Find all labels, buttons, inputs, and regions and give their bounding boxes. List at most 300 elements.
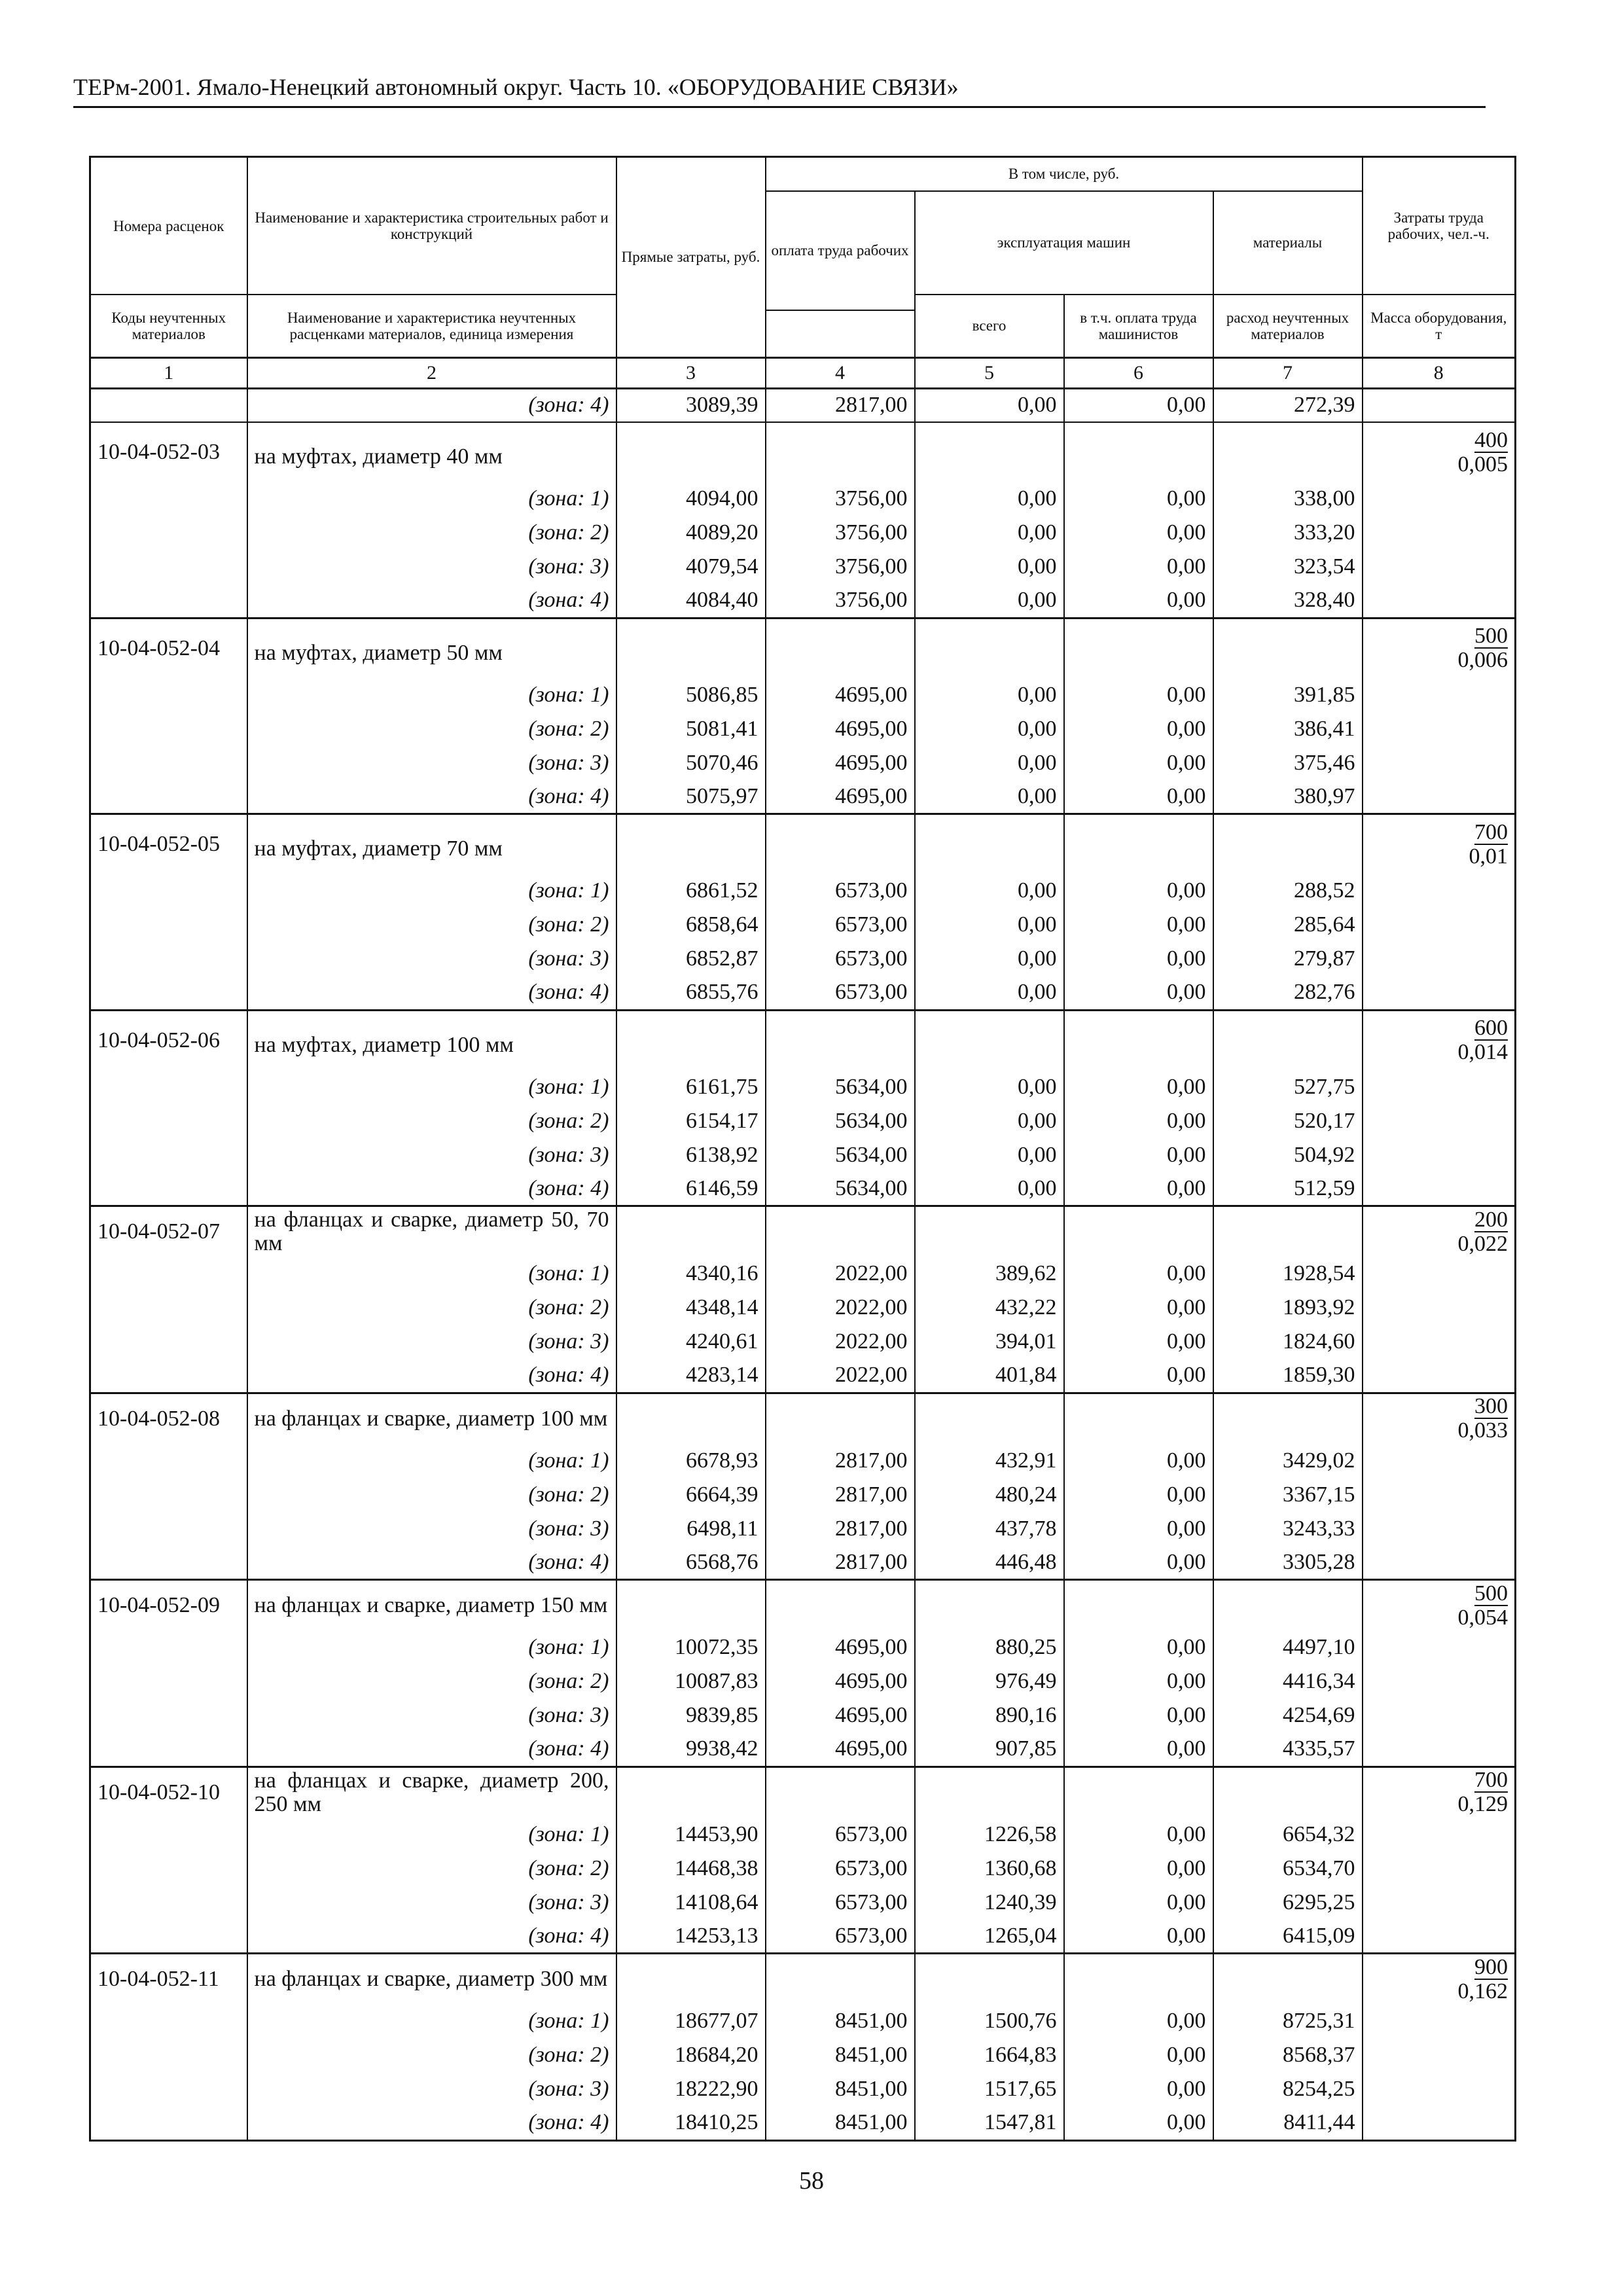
value-cell: 3305,28: [1213, 1546, 1363, 1580]
column-number: 8: [1363, 357, 1516, 388]
empty-cell: [1363, 1104, 1516, 1138]
value-cell: 8411,44: [1213, 2106, 1363, 2140]
value-cell: 0,00: [1064, 1698, 1213, 1732]
value-cell: 6154,17: [616, 1104, 766, 1138]
empty-cell: [766, 814, 915, 874]
labor-hours: 400: [1474, 427, 1508, 452]
value-cell: 0,00: [1064, 1070, 1213, 1104]
empty-cell: [766, 1580, 915, 1631]
labor-mass-fraction: [1363, 422, 1516, 482]
zone-row: [90, 1546, 1516, 1580]
zone-row: [90, 482, 1516, 516]
rate-name: на фланцах и сварке, диаметр 200, 250 мм: [247, 1767, 616, 1818]
empty-cell: [1363, 1630, 1516, 1664]
zone-label: (зона: 1): [247, 678, 616, 712]
empty-cell: [1213, 1010, 1363, 1070]
value-cell: 10072,35: [616, 1630, 766, 1664]
equipment-mass: 0,054: [1457, 1605, 1508, 1630]
empty-cell: [915, 422, 1064, 482]
empty-cell: [766, 1206, 915, 1257]
value-cell: 6138,92: [616, 1138, 766, 1172]
value-cell: 0,00: [1064, 976, 1213, 1010]
value-cell: 6573,00: [766, 1920, 915, 1954]
empty-cell: [1363, 2106, 1516, 2140]
labor-mass-fraction: [1363, 1010, 1516, 1070]
value-cell: 446,48: [915, 1546, 1064, 1580]
zone-row: [90, 584, 1516, 618]
empty-cell: [766, 1393, 915, 1444]
zone-label: (зона: 3): [247, 2072, 616, 2106]
empty-cell: [90, 908, 247, 942]
value-cell: 6573,00: [766, 1886, 915, 1920]
value-cell: 386,41: [1213, 712, 1363, 746]
zone-row: [90, 678, 1516, 712]
value-cell: 0,00: [1064, 550, 1213, 584]
value-cell: 4340,16: [616, 1257, 766, 1291]
empty-cell: [1363, 2072, 1516, 2106]
value-cell: 527,75: [1213, 1070, 1363, 1104]
empty-cell: [616, 422, 766, 482]
value-cell: 3756,00: [766, 516, 915, 550]
labor-mass-fraction: [1363, 814, 1516, 874]
value-cell: 4695,00: [766, 780, 915, 814]
value-cell: 0,00: [1064, 388, 1213, 422]
empty-cell: [766, 1954, 915, 2005]
rate-name: на муфтах, диаметр 100 мм: [247, 1010, 616, 1070]
zone-row: [90, 1104, 1516, 1138]
value-cell: 0,00: [1064, 874, 1213, 908]
value-cell: 2022,00: [766, 1291, 915, 1325]
labor-mass-fraction: [1363, 1393, 1516, 1444]
empty-cell: [1363, 1291, 1516, 1325]
rate-code: 10-04-052-09: [90, 1580, 247, 1631]
zone-label: (зона: 2): [247, 2038, 616, 2072]
empty-cell: [90, 942, 247, 976]
empty-cell: [90, 388, 247, 422]
empty-cell: [915, 618, 1064, 678]
empty-cell: [1064, 1010, 1213, 1070]
value-cell: 0,00: [1064, 1291, 1213, 1325]
rate-code: 10-04-052-10: [90, 1767, 247, 1818]
value-cell: 0,00: [1064, 2106, 1213, 2140]
value-cell: 1517,65: [915, 2072, 1064, 2106]
column-number: 2: [247, 357, 616, 388]
empty-cell: [1213, 1954, 1363, 2005]
zone-row: [90, 1257, 1516, 1291]
zone-label: (зона: 2): [247, 1291, 616, 1325]
value-cell: 4695,00: [766, 678, 915, 712]
value-cell: 0,00: [915, 1138, 1064, 1172]
empty-cell: [915, 1954, 1064, 2005]
value-cell: 0,00: [1064, 482, 1213, 516]
value-cell: 0,00: [915, 874, 1064, 908]
zone-row: [90, 746, 1516, 780]
value-cell: 9839,85: [616, 1698, 766, 1732]
header-labor-costs: Затраты труда рабочих, чел.-ч.: [1363, 157, 1516, 295]
value-cell: 5086,85: [616, 678, 766, 712]
empty-cell: [1363, 1664, 1516, 1698]
empty-cell: [90, 1325, 247, 1359]
zone-row: [90, 2072, 1516, 2106]
equipment-mass: 0,005: [1457, 452, 1508, 476]
value-cell: 0,00: [1064, 1104, 1213, 1138]
value-cell: 6573,00: [766, 1818, 915, 1852]
value-cell: 0,00: [915, 1172, 1064, 1206]
empty-cell: [90, 1732, 247, 1767]
rate-name: на муфтах, диаметр 50 мм: [247, 618, 616, 678]
empty-cell: [1213, 1393, 1363, 1444]
zone-row: [90, 1818, 1516, 1852]
zone-label: (зона: 4): [247, 1172, 616, 1206]
empty-cell: [616, 1010, 766, 1070]
empty-cell: [90, 1512, 247, 1546]
equipment-mass: 0,006: [1457, 648, 1508, 672]
value-cell: 890,16: [915, 1698, 1064, 1732]
value-cell: 0,00: [1064, 516, 1213, 550]
empty-cell: [1363, 1698, 1516, 1732]
value-cell: 4695,00: [766, 1664, 915, 1698]
value-cell: 0,00: [915, 584, 1064, 618]
value-cell: 6146,59: [616, 1172, 766, 1206]
value-cell: 6295,25: [1213, 1886, 1363, 1920]
header-machines-total: всего: [915, 295, 1064, 357]
header-work-name: Наименование и характеристика строительных работ и конструкций: [247, 157, 616, 295]
equipment-mass: 0,014: [1457, 1040, 1508, 1064]
empty-cell: [90, 2038, 247, 2072]
zone-row: [90, 1630, 1516, 1664]
value-cell: 6534,70: [1213, 1852, 1363, 1886]
zone-label: (зона: 1): [247, 482, 616, 516]
value-cell: 0,00: [1064, 1512, 1213, 1546]
value-cell: 14468,38: [616, 1852, 766, 1886]
empty-cell: [1363, 584, 1516, 618]
value-cell: 6573,00: [766, 1852, 915, 1886]
empty-cell: [1363, 1138, 1516, 1172]
empty-cell: [1363, 1920, 1516, 1954]
empty-cell: [90, 1818, 247, 1852]
value-cell: 4079,54: [616, 550, 766, 584]
empty-cell: [766, 422, 915, 482]
value-cell: 6573,00: [766, 874, 915, 908]
empty-cell: [616, 814, 766, 874]
value-cell: 0,00: [915, 482, 1064, 516]
value-cell: 520,17: [1213, 1104, 1363, 1138]
value-cell: 4335,57: [1213, 1732, 1363, 1767]
empty-cell: [1064, 1393, 1213, 1444]
empty-cell: [90, 1070, 247, 1104]
empty-cell: [1363, 1818, 1516, 1852]
value-cell: 391,85: [1213, 678, 1363, 712]
value-cell: 0,00: [915, 908, 1064, 942]
value-cell: 18222,90: [616, 2072, 766, 2106]
zone-label: (зона: 2): [247, 712, 616, 746]
empty-cell: [1363, 712, 1516, 746]
empty-cell: [90, 516, 247, 550]
header-operator-pay: в т.ч. оплата труда машинистов: [1064, 295, 1213, 357]
value-cell: 0,00: [915, 780, 1064, 814]
value-cell: 0,00: [1064, 584, 1213, 618]
zone-row: [90, 1138, 1516, 1172]
empty-cell: [1064, 422, 1213, 482]
zone-row: [90, 1478, 1516, 1512]
empty-cell: [1064, 1767, 1213, 1818]
value-cell: 389,62: [915, 1257, 1064, 1291]
value-cell: 504,92: [1213, 1138, 1363, 1172]
empty-cell: [90, 1664, 247, 1698]
header-material-name: Наименование и характеристика неучтенных расценками материалов, единица измерения: [247, 295, 616, 357]
value-cell: 437,78: [915, 1512, 1064, 1546]
zone-label: (зона: 2): [247, 1104, 616, 1138]
value-cell: 3756,00: [766, 482, 915, 516]
zone-label: (зона: 4): [247, 1359, 616, 1393]
empty-cell: [1363, 1512, 1516, 1546]
value-cell: 1240,39: [915, 1886, 1064, 1920]
value-cell: 4283,14: [616, 1359, 766, 1393]
value-cell: 0,00: [1064, 908, 1213, 942]
empty-cell: [616, 618, 766, 678]
rate-code: 10-04-052-07: [90, 1206, 247, 1257]
header-material-codes: Коды неучтенных материалов: [90, 295, 247, 357]
zone-label: (зона: 1): [247, 1444, 616, 1478]
value-cell: 5634,00: [766, 1138, 915, 1172]
value-cell: 6573,00: [766, 976, 915, 1010]
value-cell: 0,00: [915, 746, 1064, 780]
zone-label: (зона: 4): [247, 1546, 616, 1580]
zone-label: (зона: 4): [247, 2106, 616, 2140]
empty-cell: [766, 618, 915, 678]
rate-name: на фланцах и сварке, диаметр 300 мм: [247, 1954, 616, 2005]
value-cell: 4240,61: [616, 1325, 766, 1359]
zone-label: (зона: 2): [247, 1478, 616, 1512]
value-cell: 1265,04: [915, 1920, 1064, 1954]
value-cell: 2022,00: [766, 1257, 915, 1291]
header-rule: [73, 106, 1486, 108]
zone-label: (зона: 2): [247, 908, 616, 942]
zone-row: [90, 1698, 1516, 1732]
empty-cell: [90, 482, 247, 516]
rate-header-row: [90, 422, 1516, 482]
column-number: 7: [1213, 357, 1363, 388]
empty-cell: [90, 584, 247, 618]
value-cell: 288,52: [1213, 874, 1363, 908]
empty-cell: [90, 678, 247, 712]
header-machine-operation: эксплуатация машин: [915, 191, 1213, 295]
rate-code: 10-04-052-05: [90, 814, 247, 874]
zone-label: (зона: 3): [247, 746, 616, 780]
rate-header-row: [90, 814, 1516, 874]
value-cell: 432,91: [915, 1444, 1064, 1478]
empty-cell: [90, 1138, 247, 1172]
value-cell: 1664,83: [915, 2038, 1064, 2072]
labor-mass-fraction: [1363, 1206, 1516, 1257]
value-cell: 1500,76: [915, 2004, 1064, 2038]
zone-label: (зона: 1): [247, 1257, 616, 1291]
labor-mass-fraction: [1363, 1954, 1516, 2005]
zone-row: [90, 712, 1516, 746]
value-cell: 0,00: [915, 388, 1064, 422]
empty-cell: [90, 1546, 247, 1580]
value-cell: 8451,00: [766, 2038, 915, 2072]
value-cell: 5634,00: [766, 1104, 915, 1138]
rate-code: 10-04-052-04: [90, 618, 247, 678]
value-cell: 0,00: [1064, 780, 1213, 814]
value-cell: 2817,00: [766, 1478, 915, 1512]
zone-row: [90, 1886, 1516, 1920]
empty-cell: [766, 1767, 915, 1818]
value-cell: 4348,14: [616, 1291, 766, 1325]
rate-header-row: [90, 1580, 1516, 1631]
empty-cell: [915, 1206, 1064, 1257]
value-cell: 323,54: [1213, 550, 1363, 584]
empty-cell: [1363, 1359, 1516, 1393]
value-cell: 512,59: [1213, 1172, 1363, 1206]
value-cell: 6678,93: [616, 1444, 766, 1478]
value-cell: 0,00: [915, 1070, 1064, 1104]
zone-label: (зона: 3): [247, 1886, 616, 1920]
zone-label: (зона: 4): [247, 1732, 616, 1767]
labor-hours: 700: [1474, 1768, 1508, 1792]
zone-label: (зона: 1): [247, 1818, 616, 1852]
value-cell: 285,64: [1213, 908, 1363, 942]
value-cell: 2817,00: [766, 1444, 915, 1478]
value-cell: 14108,64: [616, 1886, 766, 1920]
labor-mass-fraction: [1363, 618, 1516, 678]
value-cell: 1893,92: [1213, 1291, 1363, 1325]
empty-cell: [1363, 1444, 1516, 1478]
empty-cell: [1064, 618, 1213, 678]
value-cell: 0,00: [1064, 1664, 1213, 1698]
value-cell: 4089,20: [616, 516, 766, 550]
header-direct-costs: Прямые затраты, руб.: [616, 157, 766, 358]
value-cell: 380,97: [1213, 780, 1363, 814]
rate-header-row: [90, 1954, 1516, 2005]
empty-cell: [1363, 2004, 1516, 2038]
rate-code: 10-04-052-08: [90, 1393, 247, 1444]
value-cell: 0,00: [1064, 1546, 1213, 1580]
value-cell: 328,40: [1213, 584, 1363, 618]
value-cell: 480,24: [915, 1478, 1064, 1512]
value-cell: 1928,54: [1213, 1257, 1363, 1291]
value-cell: 3089,39: [616, 388, 766, 422]
value-cell: 0,00: [1064, 1138, 1213, 1172]
zone-label: (зона: 3): [247, 1698, 616, 1732]
rate-name: на фланцах и сварке, диаметр 100 мм: [247, 1393, 616, 1444]
empty-cell: [90, 1444, 247, 1478]
empty-cell: [1213, 618, 1363, 678]
empty-cell: [1363, 746, 1516, 780]
empty-cell: [1064, 1206, 1213, 1257]
value-cell: 5634,00: [766, 1070, 915, 1104]
value-cell: 4695,00: [766, 712, 915, 746]
zone-label: (зона: 1): [247, 1070, 616, 1104]
empty-cell: [1363, 678, 1516, 712]
value-cell: 10087,83: [616, 1664, 766, 1698]
empty-cell: [90, 2004, 247, 2038]
empty-cell: [1363, 908, 1516, 942]
labor-hours: 900: [1474, 1954, 1508, 1979]
empty-cell: [1363, 1070, 1516, 1104]
zone-row: [90, 1291, 1516, 1325]
rate-header-row: [90, 1010, 1516, 1070]
zone-row: [90, 516, 1516, 550]
labor-hours: 600: [1474, 1016, 1508, 1040]
zone-label: (зона: 2): [247, 516, 616, 550]
value-cell: 4254,69: [1213, 1698, 1363, 1732]
equipment-mass: 0,162: [1457, 1979, 1508, 2003]
empty-cell: [915, 1580, 1064, 1631]
empty-cell: [90, 1698, 247, 1732]
value-cell: 2817,00: [766, 1512, 915, 1546]
value-cell: 0,00: [915, 516, 1064, 550]
empty-cell: [616, 1767, 766, 1818]
value-cell: 14253,13: [616, 1920, 766, 1954]
empty-cell: [90, 550, 247, 584]
empty-cell: [1363, 1325, 1516, 1359]
zone-row: [90, 1512, 1516, 1546]
empty-cell: [915, 814, 1064, 874]
zone-label: (зона: 3): [247, 1138, 616, 1172]
value-cell: 394,01: [915, 1325, 1064, 1359]
labor-mass-fraction: [1363, 1580, 1516, 1631]
value-cell: 1859,30: [1213, 1359, 1363, 1393]
empty-cell: [1363, 780, 1516, 814]
rate-name: на фланцах и сварке, диаметр 50, 70 мм: [247, 1206, 616, 1257]
value-cell: 0,00: [1064, 746, 1213, 780]
empty-cell: [1363, 1172, 1516, 1206]
empty-cell: [766, 1010, 915, 1070]
zone-row: [90, 1920, 1516, 1954]
zone-label: (зона: 1): [247, 874, 616, 908]
zone-label: (зона: 1): [247, 1630, 616, 1664]
value-cell: 282,76: [1213, 976, 1363, 1010]
value-cell: 0,00: [1064, 1852, 1213, 1886]
value-cell: 14453,90: [616, 1818, 766, 1852]
empty-cell: [1213, 422, 1363, 482]
document-header: ТЕРм-2001. Ямало-Ненецкий автономный округ. Часть 10. «ОБОРУДОВАНИЕ СВЯЗИ»: [73, 74, 959, 100]
value-cell: 6858,64: [616, 908, 766, 942]
value-cell: 8725,31: [1213, 2004, 1363, 2038]
empty-cell: [1213, 814, 1363, 874]
header-including-group: В том числе, руб.: [766, 157, 1363, 191]
value-cell: 6573,00: [766, 908, 915, 942]
value-cell: 6855,76: [616, 976, 766, 1010]
empty-cell: [90, 1104, 247, 1138]
empty-cell: [90, 746, 247, 780]
empty-cell: [1363, 1478, 1516, 1512]
value-cell: 0,00: [1064, 1886, 1213, 1920]
zone-label: (зона: 4): [247, 1920, 616, 1954]
value-cell: 0,00: [1064, 2004, 1213, 2038]
empty-cell: [1363, 1257, 1516, 1291]
value-cell: 9938,42: [616, 1732, 766, 1767]
empty-cell: [616, 1206, 766, 1257]
empty-cell: [1363, 1732, 1516, 1767]
zone-label: (зона: 4): [247, 388, 616, 422]
value-cell: 4094,00: [616, 482, 766, 516]
rate-header-row: [90, 618, 1516, 678]
value-cell: 0,00: [1064, 1478, 1213, 1512]
zone-label: (зона: 3): [247, 942, 616, 976]
equipment-mass: 0,01: [1469, 844, 1508, 869]
empty-cell: [90, 976, 247, 1010]
zone-row: [90, 874, 1516, 908]
empty-cell: [90, 1886, 247, 1920]
zone-label: (зона: 3): [247, 550, 616, 584]
zone-row: [90, 1444, 1516, 1478]
value-cell: 8568,37: [1213, 2038, 1363, 2072]
zone-label: (зона: 4): [247, 780, 616, 814]
value-cell: 6852,87: [616, 942, 766, 976]
